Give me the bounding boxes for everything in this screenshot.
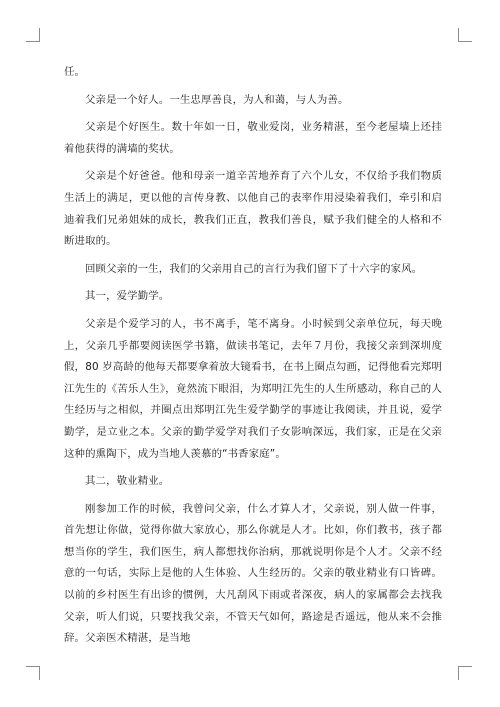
paragraph-good-doctor: 父亲是个好医生。数十年如一日，敬业爱岗，业务精湛，至今老屋墙上还挂着他获得的满墙的奖状。: [64, 121, 442, 155]
document-body: [64, 62, 442, 656]
crop-mark-bottom-right: [458, 666, 472, 680]
crop-mark-bottom-left: [26, 666, 40, 680]
heading-first-principle: 其一，爱学勤学。: [85, 290, 170, 303]
paragraph-good-person: 父亲是一个好人。一生忠厚善良，为人和蔼，与人为善。: [85, 93, 349, 106]
paragraph-love-of-learning: 父亲是个爱学习的人，书不离手，笔不离身。小时候到父亲单位玩，每天晚上，父亲几乎都要阅读医学书籍，做读书笔记，去年７月份，我接父亲到深圳度假，80 岁高龄的他每天都要拿着放大镜看书，在书上圈点勾画，记得他看完郑明江先生的《苦乐人生》，竟然流下眼泪，为郑明江先生的人生所感动，称自己的人生经历与之相似，并圈点出郑明江先生爱学勤学的事迹让我阅读，并且说，爱学勤学，是立业之本。父亲的勤学爱学对我们子女影响深远，我们家，正是在父亲这种的熏陶下，成为当地人羡慕的“书香家庭”。: [64, 317, 442, 460]
heading-second-principle: 其二，敬业精业。: [85, 475, 170, 488]
paragraph-good-father: 父亲是个好爸爸。他和母亲一道辛苦地养育了六个儿女，不仅给予我们物质生活上的满足，更以他的言传身教、以他自己的表率作用浸染着我们，牵引和启迪着我们兄弟姐妹的成长，教我们正直，教我们善良，赋予我们健全的人格和不断进取的。: [64, 170, 442, 248]
paragraph-family-motto: 回顾父亲的一生，我们的父亲用自己的言行为我们留下了十六字的家风。: [85, 262, 423, 275]
paragraph-dedication: 刚参加工作的时候，我曾问父亲，什么才算人才，父亲说，别人做一件事，首先想让你做，觉得你做大家放心，那么你就是人才。比如，你们教书，孩子都想当你的学生，我们医生，病人都想找你治病，那就说明你是个人才。父亲不经意的一句话，实际上是他的人生体验、人生经历的。父亲的敬业精业有口皆碑。以前的乡村医生有出诊的惯例，大凡刮风下雨或者深夜，病人的家属都会去找我父亲，听人们说，只要找我父亲，不管天气如何，路途是否遥远，他从来不会推辞。父亲医术精湛，是当地: [64, 502, 442, 645]
crop-mark-top-right: [458, 28, 472, 42]
crop-mark-top-left: [26, 28, 40, 42]
paragraph-continuation: 任。: [64, 66, 86, 78]
